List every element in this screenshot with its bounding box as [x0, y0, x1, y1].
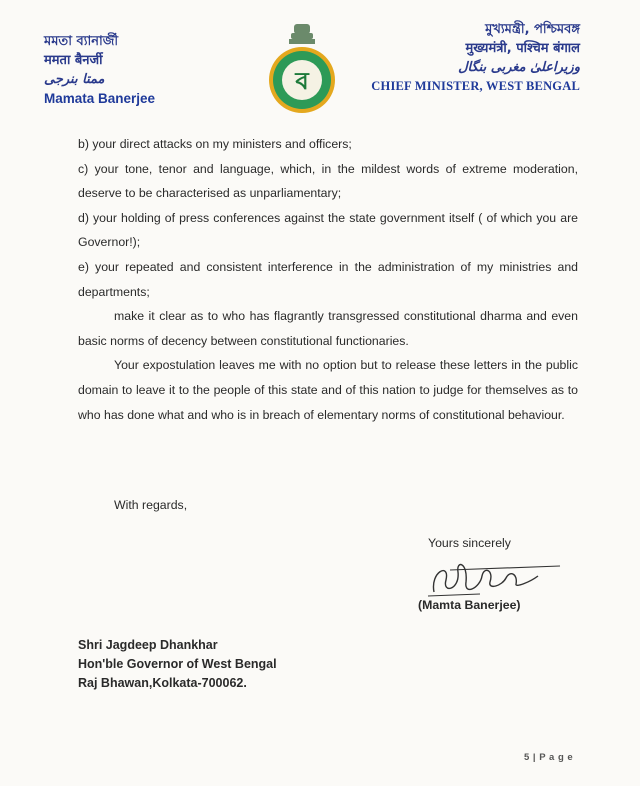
- letter-body: [78, 132, 578, 427]
- body-paragraph: Your expostulation leaves me with no option but to release these letters in the public domain to leave it to the people of this state and of this nation to judge for themselves as to who has done what and who is in breach of elementary norms of constitutional behaviour.: [78, 358, 578, 422]
- addressee-line: Shri Jagdeep Dhankhar: [78, 638, 218, 652]
- hindi-title: मुख्यमंत्री, पश्चिम बंगाल: [465, 41, 580, 56]
- english-name: Mamata Banerjee: [44, 91, 156, 106]
- english-title: CHIEF MINISTER, WEST BENGAL: [371, 79, 580, 93]
- body-paragraph: b) your direct attacks on my ministers and officers;: [78, 137, 352, 151]
- body-paragraph: make it clear as to who has flagrantly transgressed constitutional dharma and even basic norms of decency between constitutional functionaries.: [78, 309, 578, 348]
- letterhead-right: [350, 20, 580, 94]
- addressee-block: [78, 636, 277, 693]
- page-number: 5 | P a g e: [524, 752, 574, 763]
- body-paragraph: e) your repeated and consistent interference in the administration of my ministries and departments;: [78, 259, 578, 299]
- body-paragraph: d) your holding of press conferences against the state government itself ( of which you are Governor!);: [78, 210, 578, 250]
- hindi-name: ममता बैनर्जी: [44, 53, 103, 68]
- addressee-line: Hon'ble Governor of West Bengal: [78, 657, 277, 671]
- urdu-title: وزیراعلیٰ مغربی بنگال: [458, 60, 580, 75]
- west-bengal-emblem-icon: [267, 22, 337, 122]
- body-paragraph: c) your tone, tenor and language, which, in the mildest words of extreme moderation, deserve to be characterised as unparliamentary;: [78, 161, 578, 201]
- letterhead-left: [44, 32, 244, 106]
- signature-image: [420, 552, 570, 602]
- closing-regards: With regards,: [114, 498, 188, 512]
- svg-text:ব: ব: [295, 67, 309, 95]
- bengali-title: মুখ্যমন্ত্রী, পশ্চিমবঙ্গ: [485, 22, 580, 37]
- closing-sincerely: Yours sincerely: [428, 536, 511, 550]
- signer-name: (Mamta Banerjee): [418, 598, 521, 612]
- addressee-line: Raj Bhawan,Kolkata-700062.: [78, 676, 247, 690]
- urdu-name: ممتا بنرجی: [44, 72, 105, 87]
- bengali-name: মমতা ব্যানার্জী: [44, 34, 119, 49]
